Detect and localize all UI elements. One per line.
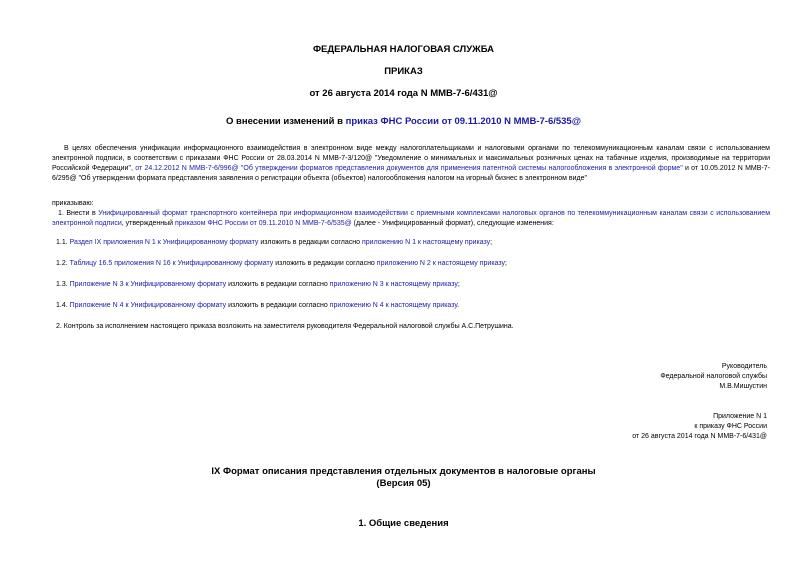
unified-format-link[interactable]: Унифицированный формат транспортного контейнера при информационном взаимодействии с приемными комплексами налоговых органов по телекоммуникационным каналам связи с использованием электронной подписи [52, 210, 771, 227]
doc-type-heading: ПРИКАЗ [384, 66, 423, 77]
appendix-number: Приложение N 1 [713, 413, 767, 420]
order-word: приказываю: [52, 200, 94, 207]
subitem-appendix-link[interactable]: приложению N 2 к настоящему приказу [376, 260, 505, 267]
section-subtitle: 1. Общие сведения [358, 518, 449, 529]
item-1-suffix: (далее - Унифицированный формат), следующие изменения: [351, 220, 554, 227]
appendix-date: от 26 августа 2014 года N ММВ-7-6/431@ [632, 433, 767, 440]
preamble-text-2: и от 10.05.2012 N ММВ-7-6/295@ "Об утверждении формата представления заявления о регистрации объекта (объектов) налогообложения налогом на игорный бизнес в электронном виде" [52, 165, 770, 182]
subitem-num: 1.3. [56, 281, 70, 288]
subitem-text: изложить в редакции согласно [226, 281, 330, 288]
signature-org: Федеральной налоговой службы [660, 373, 767, 380]
subitem-1-3 [56, 280, 460, 290]
appendix-order: к приказу ФНС России [694, 423, 767, 430]
subitem-num: 1.4. [56, 302, 70, 309]
appendix-reference [467, 412, 767, 442]
subitem-text: изложить в редакции согласно [226, 302, 330, 309]
subitem-end: ; [504, 260, 507, 267]
subitem-end: . [457, 302, 460, 309]
subitem-num: 1.2. [56, 260, 70, 267]
subject-prefix: О внесении изменений в [226, 116, 346, 127]
subitem-1-2 [56, 259, 507, 269]
date-number-heading: от 26 августа 2014 года N ММВ-7-6/431@ [309, 88, 498, 99]
item-1 [52, 209, 770, 229]
subject-link[interactable]: приказ ФНС России от 09.11.2010 N ММВ-7-6/535@ [345, 116, 581, 127]
signature-block [467, 362, 767, 392]
section-title: IX Формат описания представления отдельных документов в налоговые органы [211, 466, 596, 477]
signature-name: М.В.Мишустин [719, 383, 767, 390]
subitem-appendix-link[interactable]: приложению N 1 к настоящему приказу [361, 239, 491, 246]
item-1-prefix: 1. Внести в [58, 210, 99, 217]
preamble-text-1: В целях обеспечения унификации информационного взаимодействия в электронном виде между налогоплательщиками и налоговыми органами по телекоммуникационным каналам связи с использованием электронной подписи, в соответствии с приказами ФНС России от 28.03.2014 N ММВ-7-3/120@ "Уведомление о минимальных и максимальных розничных ценах на табачные изделия, производимые на территории Российской Федерации", [52, 145, 770, 172]
subitem-text: изложить в редакции согласно [258, 239, 362, 246]
preamble-paragraph [52, 144, 770, 184]
subject-heading [0, 116, 807, 127]
preamble-link[interactable]: от 24.12.2012 N ММВ-7-6/996@ "Об утверждении форматов представления документов для применения патентной системы налогообложения в электронной форме" [135, 165, 683, 172]
item-1-mid: , утвержденный [121, 220, 176, 227]
subitem-target-link[interactable]: Приложение N 4 к Унифицированному формату [69, 302, 227, 309]
order-535-link[interactable]: приказом ФНС России от 09.11.2010 N ММВ-7-6/535@ [175, 220, 352, 227]
subitem-end: ; [457, 281, 460, 288]
subitem-1-1 [56, 238, 492, 248]
item-2: 2. Контроль за исполнением настоящего приказа возложить на заместителя руководителя Федеральной налоговой службы А.С.Петрушина. [56, 323, 514, 330]
subitem-target-link[interactable]: Приложение N 3 к Унифицированному формату [69, 281, 227, 288]
agency-heading: ФЕДЕРАЛЬНАЯ НАЛОГОВАЯ СЛУЖБА [312, 44, 495, 55]
signature-title: Руководитель [721, 363, 767, 370]
section-version: (Версия 05) [376, 478, 431, 489]
subitem-appendix-link[interactable]: приложению N 4 к настоящему приказу [329, 302, 458, 309]
subitem-appendix-link[interactable]: приложению N 3 к настоящему приказу [329, 281, 458, 288]
subitem-target-link[interactable]: Раздел IX приложения N 1 к Унифицированному формату [69, 239, 259, 246]
subitem-end: ; [490, 239, 493, 246]
subitem-text: изложить в редакции согласно [273, 260, 377, 267]
subitem-1-4 [56, 301, 459, 311]
subitem-num: 1.1. [56, 239, 70, 246]
subitem-target-link[interactable]: Таблицу 16.5 приложения N 16 к Унифицированному формату [69, 260, 274, 267]
